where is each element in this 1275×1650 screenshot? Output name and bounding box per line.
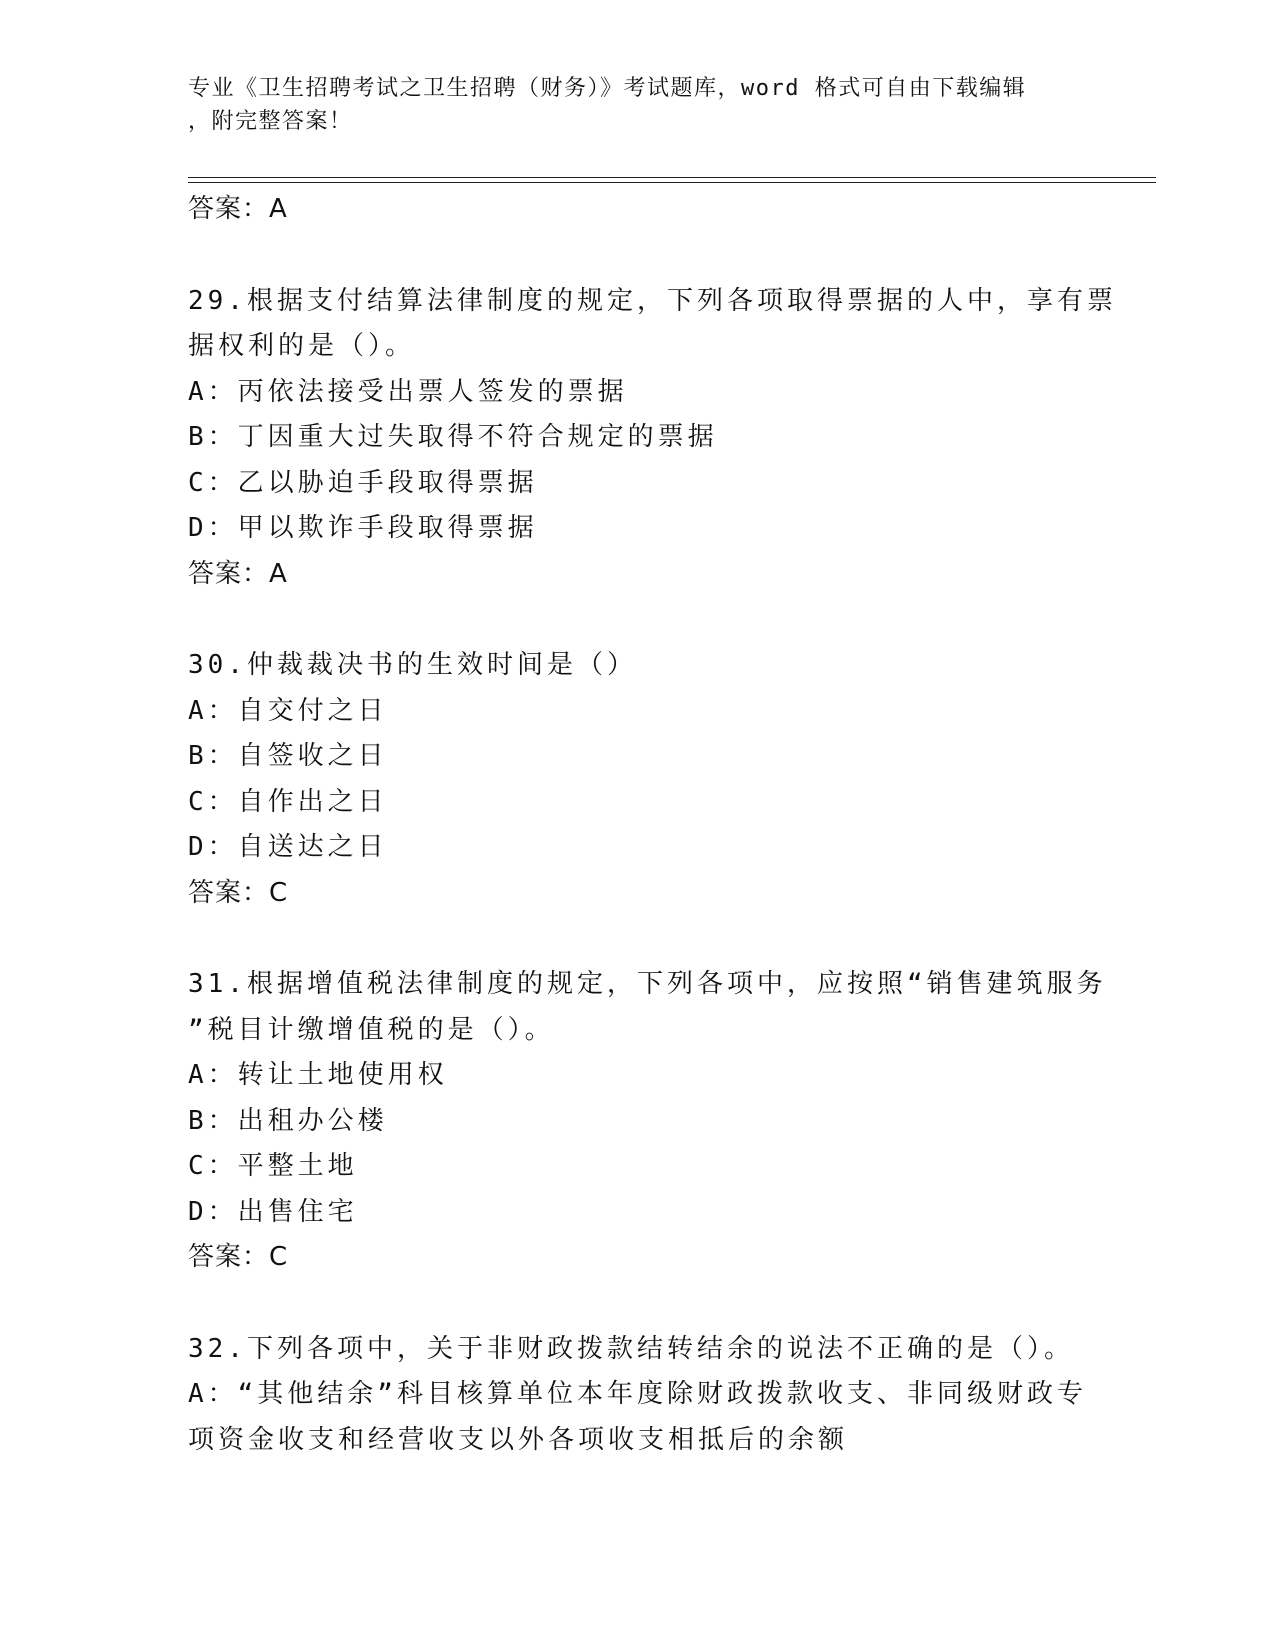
question-30 bbox=[188, 643, 1088, 916]
question-stem: 据权利的是（）。 bbox=[188, 331, 416, 361]
answer-label: 答案： bbox=[188, 194, 270, 224]
question-stem: 30.仲裁裁决书的生效时间是（） bbox=[188, 650, 637, 680]
header-divider-top bbox=[188, 177, 1156, 178]
option-b: B：自签收之日 bbox=[188, 741, 388, 771]
option-a: A：丙依法接受出票人签发的票据 bbox=[188, 376, 628, 407]
answer-value: C bbox=[269, 877, 289, 908]
question-stem: 31.根据增值税法律制度的规定，下列各项中，应按照“销售建筑服务 bbox=[188, 969, 1107, 999]
option-c: C：乙以胁迫手段取得票据 bbox=[188, 467, 538, 498]
option-b: B：出租办公楼 bbox=[188, 1105, 388, 1136]
question-stem: ”税目计缴增值税的是（）。 bbox=[188, 1014, 555, 1045]
option-a: A：自交付之日 bbox=[188, 695, 388, 726]
option-d: D：自送达之日 bbox=[188, 832, 388, 862]
answer-line-q28 bbox=[188, 187, 1088, 233]
option-b: B：丁因重大过失取得不符合规定的票据 bbox=[188, 422, 718, 452]
question-stem: 29.根据支付结算法律制度的规定，下列各项取得票据的人中，享有票 bbox=[188, 285, 1117, 316]
answer-label: 答案： bbox=[188, 877, 270, 908]
answer-value: C bbox=[269, 1242, 289, 1272]
answer-value: A bbox=[269, 194, 288, 224]
question-32 bbox=[188, 1327, 1088, 1464]
option-d: D：甲以欺诈手段取得票据 bbox=[188, 513, 538, 543]
header-line-2: ，附完整答案！ bbox=[188, 109, 353, 134]
option-a: A：转让土地使用权 bbox=[188, 1060, 448, 1090]
answer-value: A bbox=[269, 558, 288, 589]
header-line-1: 专业《卫生招聘考试之卫生招聘（财务）》考试题库，word 格式可自由下载编辑 bbox=[188, 76, 1027, 101]
option-d: D：出售住宅 bbox=[188, 1196, 358, 1227]
document-header bbox=[188, 72, 1078, 138]
question-31 bbox=[188, 962, 1107, 1281]
option-a: A：“其他结余”科目核算单位本年度除财政拨款收支、非同级财政专 bbox=[188, 1379, 1087, 1409]
question-stem: 32.下列各项中，关于非财政拨款结转结余的说法不正确的是（）。 bbox=[188, 1333, 1074, 1364]
question-29 bbox=[188, 279, 1117, 598]
option-c: C：平整土地 bbox=[188, 1151, 358, 1181]
answer-line bbox=[188, 1235, 1088, 1281]
answer-line bbox=[188, 871, 1088, 917]
header-divider-bottom bbox=[188, 182, 1156, 183]
answer-line bbox=[188, 552, 1088, 598]
question-list bbox=[188, 187, 1117, 1463]
option-a-continued: 项资金收支和经营收支以外各项收支相抵后的余额 bbox=[188, 1424, 849, 1455]
answer-label: 答案： bbox=[188, 1242, 270, 1272]
answer-label: 答案： bbox=[188, 558, 270, 589]
option-c: C：自作出之日 bbox=[188, 786, 388, 817]
